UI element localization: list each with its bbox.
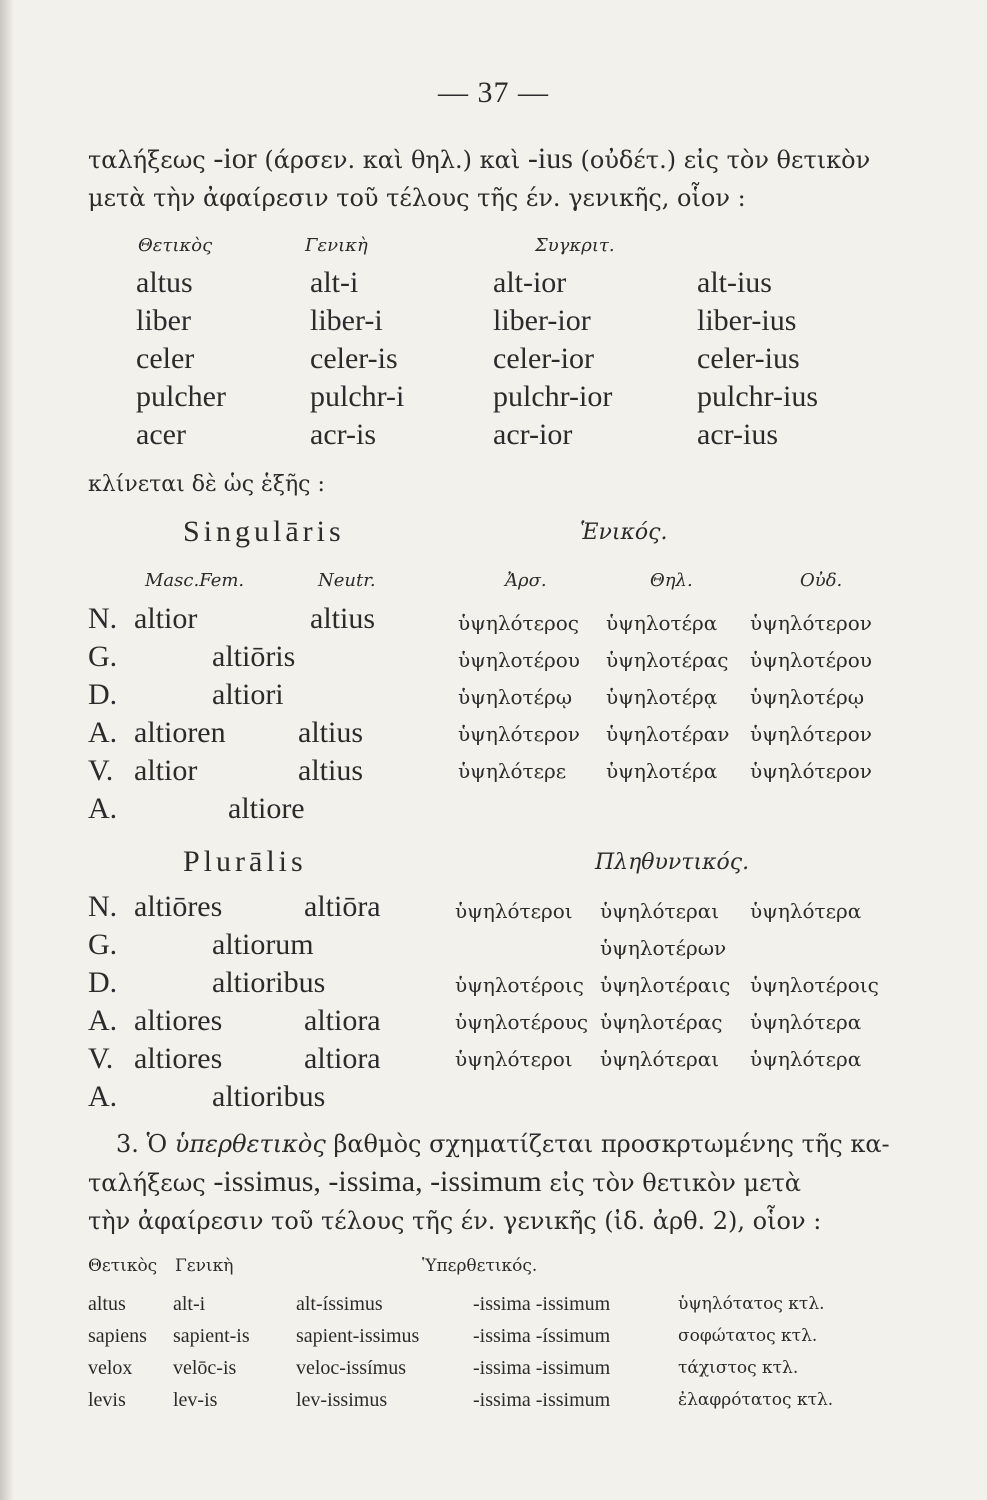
genitive-column xyxy=(310,264,404,454)
singular-greek-title: Ἑνικός. xyxy=(580,520,668,545)
case-label: G. xyxy=(88,928,118,961)
latin-row xyxy=(88,790,305,828)
form-masc: altioren xyxy=(134,716,226,749)
positive-form: altus xyxy=(88,1293,126,1315)
superlative-endings: -issima -issimum xyxy=(473,1293,611,1315)
comparative-masc-column xyxy=(493,264,612,454)
form-neut: altiōra xyxy=(304,890,381,923)
greek-neut: ὑψηλοτέροις xyxy=(750,973,879,997)
form-common: altiorum xyxy=(212,928,314,961)
latin-row xyxy=(88,1078,326,1116)
comparative-neut-column xyxy=(697,264,818,454)
intro-paragraph xyxy=(88,140,898,217)
form-common: altiore xyxy=(228,792,305,825)
header-neutr: Neutr. xyxy=(318,570,376,591)
latin-row xyxy=(88,714,363,752)
term-superlative: ὑπερθετικὸς xyxy=(174,1130,326,1158)
sup-header-thetikos: Θετικὸς xyxy=(88,1256,158,1276)
table-cell: pulcher xyxy=(136,380,226,413)
superlative-form: veloc-issímus xyxy=(296,1357,406,1379)
greek-neut: ὑψηλότερον xyxy=(750,759,872,783)
latin-row xyxy=(88,676,284,714)
latin-row xyxy=(88,752,363,790)
greek-masc: ὑψηλοτέροις xyxy=(455,973,584,997)
intro-text: (άρσεν. καὶ θηλ.) καὶ xyxy=(264,146,521,174)
greek-masc: ὑψηλότερος xyxy=(458,611,579,635)
table-cell: celer-ius xyxy=(697,342,800,375)
section-number: 3. Ὁ xyxy=(116,1130,168,1158)
table-cell: liber-ius xyxy=(697,304,797,337)
table-cell: alt-i xyxy=(310,266,359,299)
superlative-row xyxy=(88,1320,818,1352)
greek-neut: ὑψηλότερα xyxy=(750,899,862,923)
greek-fem: ὑψηλοτέρα xyxy=(606,611,718,635)
greek-superlative: ὑψηλότατος κτλ. xyxy=(678,1294,825,1314)
section-text: εἰς τὸν θετικὸν μετὰ xyxy=(549,1169,802,1197)
greek-superlative: τάχιστος κτλ. xyxy=(678,1358,799,1378)
header-geniki: Γενικὴ xyxy=(305,235,368,256)
section-3-line-1 xyxy=(88,1125,898,1163)
form-neut: altius xyxy=(298,754,363,787)
latin-row xyxy=(88,638,296,676)
greek-fem: ὑψηλότεραι xyxy=(600,1047,720,1071)
case-label: A. xyxy=(88,716,118,749)
case-label: V. xyxy=(88,754,114,787)
positive-form: sapiens xyxy=(88,1325,147,1347)
superlative-suffixes: -issimus, -issima, -issimum xyxy=(213,1165,542,1198)
latin-row xyxy=(88,964,326,1002)
form-neut: altiora xyxy=(304,1004,381,1037)
table-cell: acr-ior xyxy=(493,418,573,451)
superlative-endings: -issima -issimum xyxy=(473,1357,611,1379)
singular-latin-title: Singulāris xyxy=(183,515,345,548)
form-masc: altiōres xyxy=(134,890,223,923)
greek-row xyxy=(458,753,872,790)
greek-neut: ὑψηλότερον xyxy=(750,722,872,746)
header-synkrit: Συγκριτ. xyxy=(535,235,615,256)
intro-line-1 xyxy=(88,140,898,179)
greek-masc: ὑψηλότερον xyxy=(458,722,580,746)
greek-row xyxy=(455,1004,862,1041)
greek-masc: ὑψηλοτέρους xyxy=(455,1010,589,1034)
positive-form: levis xyxy=(88,1389,126,1411)
page-gutter-shadow xyxy=(0,0,14,1500)
header-oud: Οὐδ. xyxy=(800,570,843,591)
greek-fem: ὑψηλοτέρας xyxy=(606,648,729,672)
form-neut: altius xyxy=(310,602,375,635)
form-masc: altior xyxy=(134,754,198,787)
latin-row xyxy=(88,600,375,638)
form-common: altiōris xyxy=(212,640,296,673)
greek-fem: ὑψηλοτέρων xyxy=(600,936,727,960)
section-3-line-3: τὴν ἀφαίρεσιν τοῦ τέλους τῆς έν. γενικῆς (ἰδ. ἀρθ. 2), οἷον : xyxy=(88,1207,822,1235)
table-cell: pulchr-i xyxy=(310,380,405,413)
greek-fem: ὑψηλότεραι xyxy=(600,899,720,923)
latin-row xyxy=(88,1040,381,1078)
greek-fem: ὑψηλοτέραν xyxy=(606,722,730,746)
latin-row xyxy=(88,1002,381,1040)
superlative-endings: -issima -íssimum xyxy=(473,1325,611,1347)
table-cell: acr-is xyxy=(310,418,377,451)
header-masc-fem: Masc.Fem. xyxy=(145,570,245,591)
greek-neut: ὑψηλότερα xyxy=(750,1010,862,1034)
section-3-line-2 xyxy=(88,1163,898,1202)
greek-row xyxy=(458,605,872,642)
greek-fem: ὑψηλοτέραις xyxy=(600,973,731,997)
superlative-row xyxy=(88,1288,825,1320)
intro-text: ταλήξεως xyxy=(88,146,206,174)
genitive-form: sapient-is xyxy=(173,1325,250,1347)
table-cell: acer xyxy=(136,418,186,451)
sup-header-geniki: Γενικὴ xyxy=(175,1256,234,1276)
greek-masc: ὑψηλοτέρῳ xyxy=(458,685,573,709)
greek-row xyxy=(455,893,862,930)
superlative-row xyxy=(88,1352,799,1384)
greek-row xyxy=(458,642,872,679)
greek-fem: ὑψηλοτέρα xyxy=(606,759,718,783)
form-common: altiori xyxy=(212,678,284,711)
positive-form: velox xyxy=(88,1357,133,1379)
table-cell: pulchr-ior xyxy=(493,380,613,413)
plural-greek-title: Πληθυντικός. xyxy=(595,850,750,875)
section-text: βαθμὸς σχηματίζεται προσκρτωμένης τῆς κα- xyxy=(333,1130,890,1158)
case-label: N. xyxy=(88,890,118,923)
greek-fem: ὑψηλοτέρας xyxy=(600,1010,723,1034)
form-common: altioribus xyxy=(212,1080,326,1113)
greek-row xyxy=(458,679,865,716)
superlative-form: sapient-issimus xyxy=(296,1325,420,1347)
table-cell: alt-ior xyxy=(493,266,567,299)
greek-neut: ὑψηλότερα xyxy=(750,1047,862,1071)
greek-superlative: ἐλαφρότατος κτλ. xyxy=(678,1390,834,1410)
greek-row xyxy=(458,716,872,753)
form-neut: altiora xyxy=(304,1042,381,1075)
page-number: — 37 — xyxy=(438,76,549,109)
header-thil: Θηλ. xyxy=(650,570,693,591)
greek-masc: ὑψηλότεροι xyxy=(455,1047,573,1071)
suffix-ior: -ior xyxy=(213,142,257,175)
case-label: A. xyxy=(88,1080,118,1113)
intro-line-2: μετὰ τὴν ἀφαίρεσιν τοῦ τέλους τῆς έν. γενικῆς, οἷον : xyxy=(88,184,746,212)
table-cell: liber-i xyxy=(310,304,383,337)
greek-masc: ὑψηλότερε xyxy=(458,759,567,783)
table-cell: acr-ius xyxy=(697,418,779,451)
genitive-form: lev-is xyxy=(173,1389,218,1411)
genitive-form: velōc-is xyxy=(173,1357,237,1379)
table-cell: celer-is xyxy=(310,342,398,375)
table-cell: liber-ior xyxy=(493,304,591,337)
table-cell: celer xyxy=(136,342,195,375)
case-label: D. xyxy=(88,966,118,999)
superlative-row xyxy=(88,1384,834,1416)
suffix-ius: -ius xyxy=(527,142,573,175)
greek-neut: ὑψηλοτέρου xyxy=(750,648,872,672)
declension-intro: κλίνεται δὲ ὡς ἑξῆς : xyxy=(88,472,325,497)
greek-masc: ὑψηλοτέρου xyxy=(458,648,580,672)
sup-header-hyperthetikos: Ὑπερθετικός. xyxy=(422,1256,538,1276)
case-label: G. xyxy=(88,640,118,673)
form-masc: altiores xyxy=(134,1042,223,1075)
section-3-paragraph xyxy=(88,1125,898,1240)
genitive-form: alt-i xyxy=(173,1293,206,1315)
superlative-endings: -issima -issimum xyxy=(473,1389,611,1411)
superlative-form: lev-issimus xyxy=(296,1389,388,1411)
form-masc: altiores xyxy=(134,1004,223,1037)
greek-row xyxy=(455,967,879,1004)
greek-superlative: σοφώτατος κτλ. xyxy=(678,1326,818,1346)
positive-column xyxy=(136,264,226,454)
greek-neut: ὑψηλοτέρῳ xyxy=(750,685,865,709)
greek-row xyxy=(455,1041,862,1078)
greek-neut: ὑψηλότερον xyxy=(750,611,872,635)
header-ars: Ἀρσ. xyxy=(505,570,547,591)
header-thetikos: Θετικὸς xyxy=(138,235,213,256)
case-label: A. xyxy=(88,792,118,825)
latin-row xyxy=(88,926,314,964)
case-label: D. xyxy=(88,678,118,711)
form-common: altioribus xyxy=(212,966,326,999)
table-cell: pulchr-ius xyxy=(697,380,819,413)
case-label: V. xyxy=(88,1042,114,1075)
superlative-form: alt-íssimus xyxy=(296,1293,383,1315)
table-cell: celer-ior xyxy=(493,342,594,375)
intro-text: (οὐδέτ.) εἰς τὸν θετικὸν xyxy=(580,146,871,174)
greek-fem: ὑψηλοτέρᾳ xyxy=(606,685,718,709)
case-label: N. xyxy=(88,602,118,635)
form-neut: altius xyxy=(298,716,363,749)
greek-masc: ὑψηλότεροι xyxy=(455,899,573,923)
section-text: ταλήξεως xyxy=(88,1169,206,1197)
table-cell: altus xyxy=(136,266,193,299)
table-cell: alt-ius xyxy=(697,266,772,299)
plural-latin-title: Plurālis xyxy=(183,845,307,878)
form-masc: altior xyxy=(134,602,198,635)
table-cell: liber xyxy=(136,304,191,337)
latin-row xyxy=(88,888,381,926)
case-label: A. xyxy=(88,1004,118,1037)
